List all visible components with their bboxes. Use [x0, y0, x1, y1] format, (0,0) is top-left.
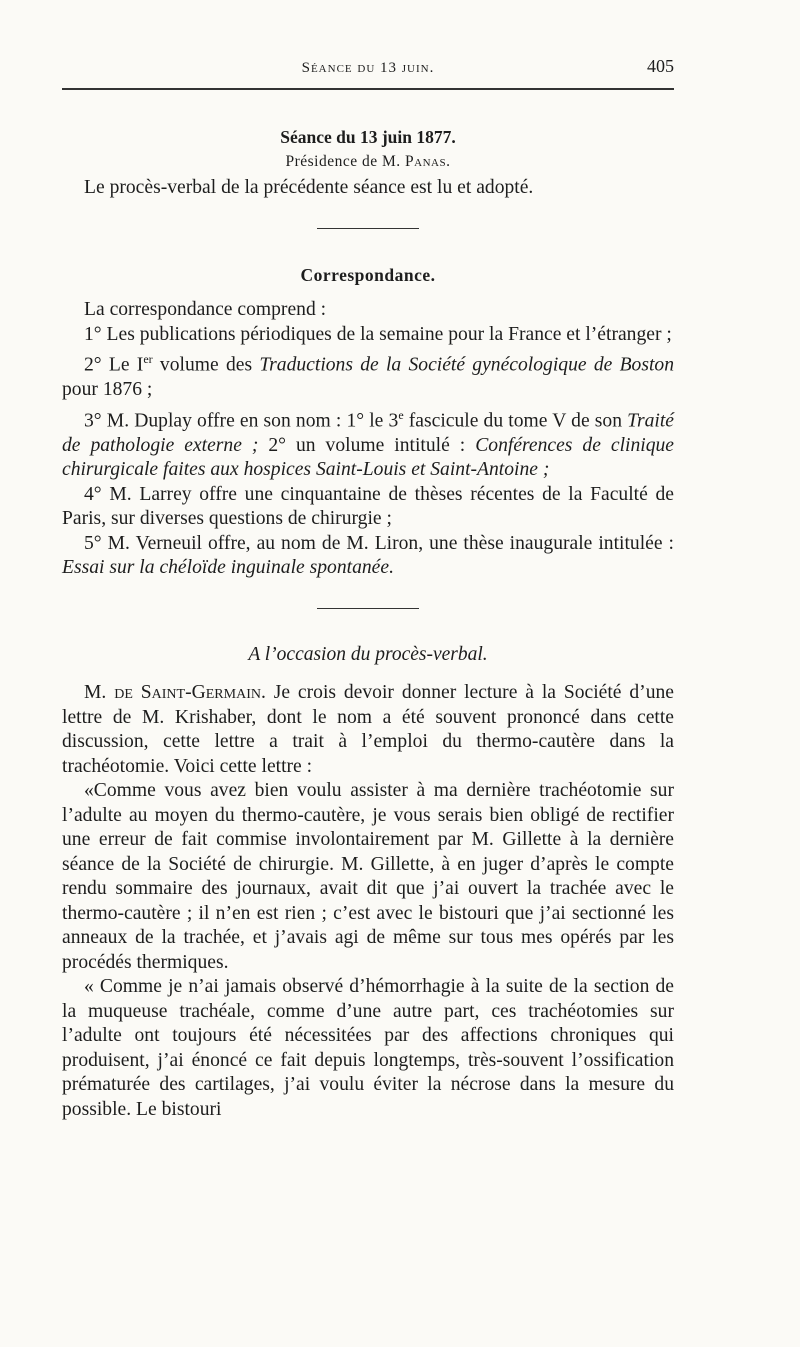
page-number: 405 — [647, 56, 674, 76]
correspondance-item-3: 3° M. Duplay offre en son nom : 1° le 3e fascicule du tome V de son Traité de pathologie externe ; 2° un volume intitulé : Conférences de clinique chirurgicale faites aux hospices Saint-Louis et Saint-Antoine ; — [62, 407, 674, 481]
proces-verbal-heading: A l’occasion du procès-verbal. — [248, 643, 488, 665]
correspondance-item-2: 2° Le Ier volume des Traductions de la Société gynécologique de Boston pour 1876 ; — [62, 352, 674, 401]
letter-paragraph-1: «Comme vous avez bien voulu assister à ma dernière trachéotomie sur l’adulte au moyen du thermo-cautère, je vous serais bien obligé de rectifier une erreur de fait commise involontairement par M. Gillette à la dernière séance de la Société de chirurgie. M. Gillette, à en juger d’après le compte rendu sommaire des journaux, avait dit que j’ai ouvert la trachée avec le thermo-cautère ; il n’en est rien ; c’est avec le bistouri que j’ai sectionné les anneaux de la trachée, et j’avais agi de même sur tous mes opérés par les procédés thermiques. — [62, 780, 674, 973]
section-divider — [317, 228, 419, 229]
correspondance-heading: Correspondance. — [300, 264, 436, 285]
correspondance-item-5: 5° M. Verneuil offre, au nom de M. Liron, une thèse inaugurale intitulée : Essai sur la chéloïde inguinale spontanée. — [62, 532, 674, 579]
running-header — [62, 52, 674, 88]
minutes-adopted: Le procès-verbal de la précédente séance est lu et adopté. — [84, 177, 534, 198]
section-divider — [317, 608, 419, 609]
president-name: Panas — [405, 153, 447, 170]
speaker-name: Saint-Germain. — [132, 682, 266, 704]
presidence-line: Présidence de M. Panas. — [285, 153, 451, 170]
header-rule — [62, 88, 674, 90]
correspondance-item-4: 4° M. Larrey offre une cinquantaine de thèses récentes de la Faculté de Paris, sur diverses questions de chirurgie ; — [62, 483, 674, 530]
session-title: Séance du 13 juin 1877. — [280, 127, 456, 147]
saint-germain-paragraph: M. de Saint-Germain. Je crois devoir donner lecture à la Société d’une lettre de M. Krishaber, dont le nom a été souvent prononcé dans cette discussion, cette lettre a trait à l’emploi du thermo-cautère dans la trachéotomie. Voici cette lettre : — [62, 682, 674, 777]
running-title: Séance du 13 juin. — [301, 60, 435, 76]
correspondance-item-1: 1° Les publications périodiques de la semaine pour la France et l’étranger ; — [84, 323, 672, 345]
correspondance-intro: La correspondance comprend : — [84, 299, 327, 320]
letter-paragraph-2: « Comme je n’ai jamais observé d’hémorrhagie à la suite de la section de la muqueuse trachéale, comme d’une autre part, ces trachéotomies sur l’adulte ont toujours été nécessitées par des affections chroniques qui produisent, j’ai énoncé ce fait depuis longtemps, très-souvent l’ossification prématurée des cartilages, j’ai voulu éviter la nécrose dans la mesure du possible. Le bistouri — [62, 976, 674, 1120]
page-body — [62, 120, 674, 1122]
